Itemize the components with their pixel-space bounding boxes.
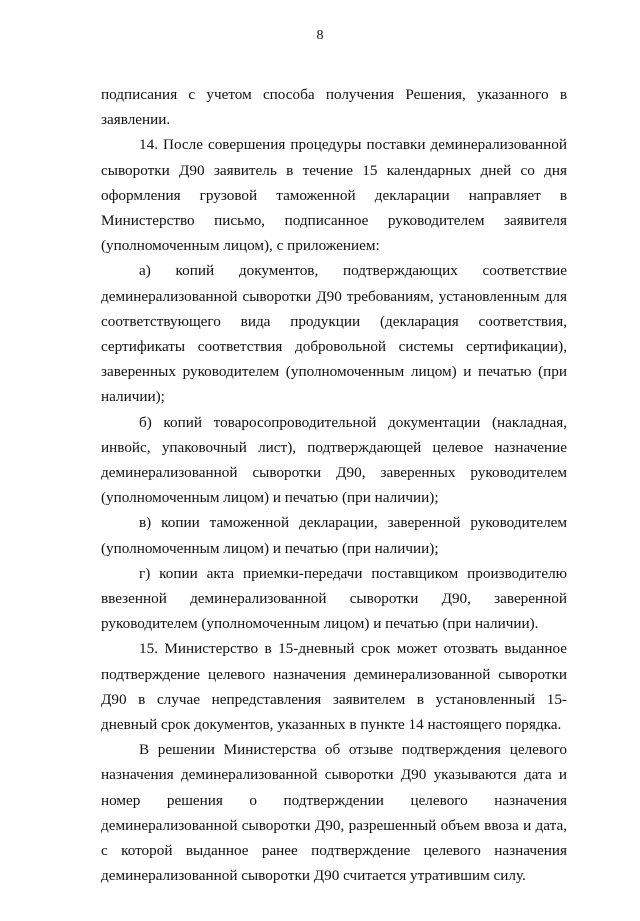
paragraph-subitem-g: г) копии акта приемки-передачи поставщиком производителю ввезенной деминерализованной сыворотки Д90, заверенной руководителем (уполномоченным лицом) и печатью (при наличии).	[101, 564, 567, 633]
paragraph-continuation: подписания с учетом способа получения Решения, указанного в заявлении.	[101, 86, 567, 129]
paragraph-subitem-b: б) копий товаросопроводительной документации (накладная, инвойс, упаковочный лист), подтверждающей целевое назначение деминерализованной сыворотки Д90, заверенных руководителем (уполномоченным лицом) и печатью (при наличии);	[101, 413, 567, 507]
page-number: 8	[316, 28, 324, 43]
paragraph-subitem-v: в) копии таможенной декларации, заверенной руководителем (уполномоченным лицом) и печатью (при наличии);	[101, 514, 567, 557]
paragraph-revocation-decision: В решении Министерства об отзыве подтверждения целевого назначения деминерализованной сыворотки Д90 указываются дата и номер решения о подтверждении целевого назначения деминерализованной сыворотки Д90, разрешенный объем ввоза и дата, с которой выданное ранее подтверждение целевого назначения деминерализованной сыворотки Д90 считается утратившим силу.	[101, 741, 567, 885]
paragraph-subitem-a: а) копий документов, подтверждающих соответствие деминерализованной сыворотки Д90 требованиям, установленным для соответствующего вида продукции (декларация соответствия, сертификаты соответствия добровольной системы сертификации), заверенных руководителем (уполномоченным лицом) и печатью (при наличии);	[101, 262, 567, 406]
paragraph-item-14: 14. После совершения процедуры поставки деминерализованной сыворотки Д90 заявитель в течение 15 календарных дней со дня оформления грузовой таможенной декларации направляет в Министерство письмо, подписанное руководителем заявителя (уполномоченным лицом), с приложением:	[101, 136, 567, 255]
document-body	[101, 82, 567, 889]
paragraph-item-15: 15. Министерство в 15-дневный срок может отозвать выданное подтверждение целевого назначения деминерализованной сыворотки Д90 в случае непредставления заявителем в установленный 15-дневный срок документов, указанных в пункте 14 настоящего порядка.	[101, 640, 567, 734]
